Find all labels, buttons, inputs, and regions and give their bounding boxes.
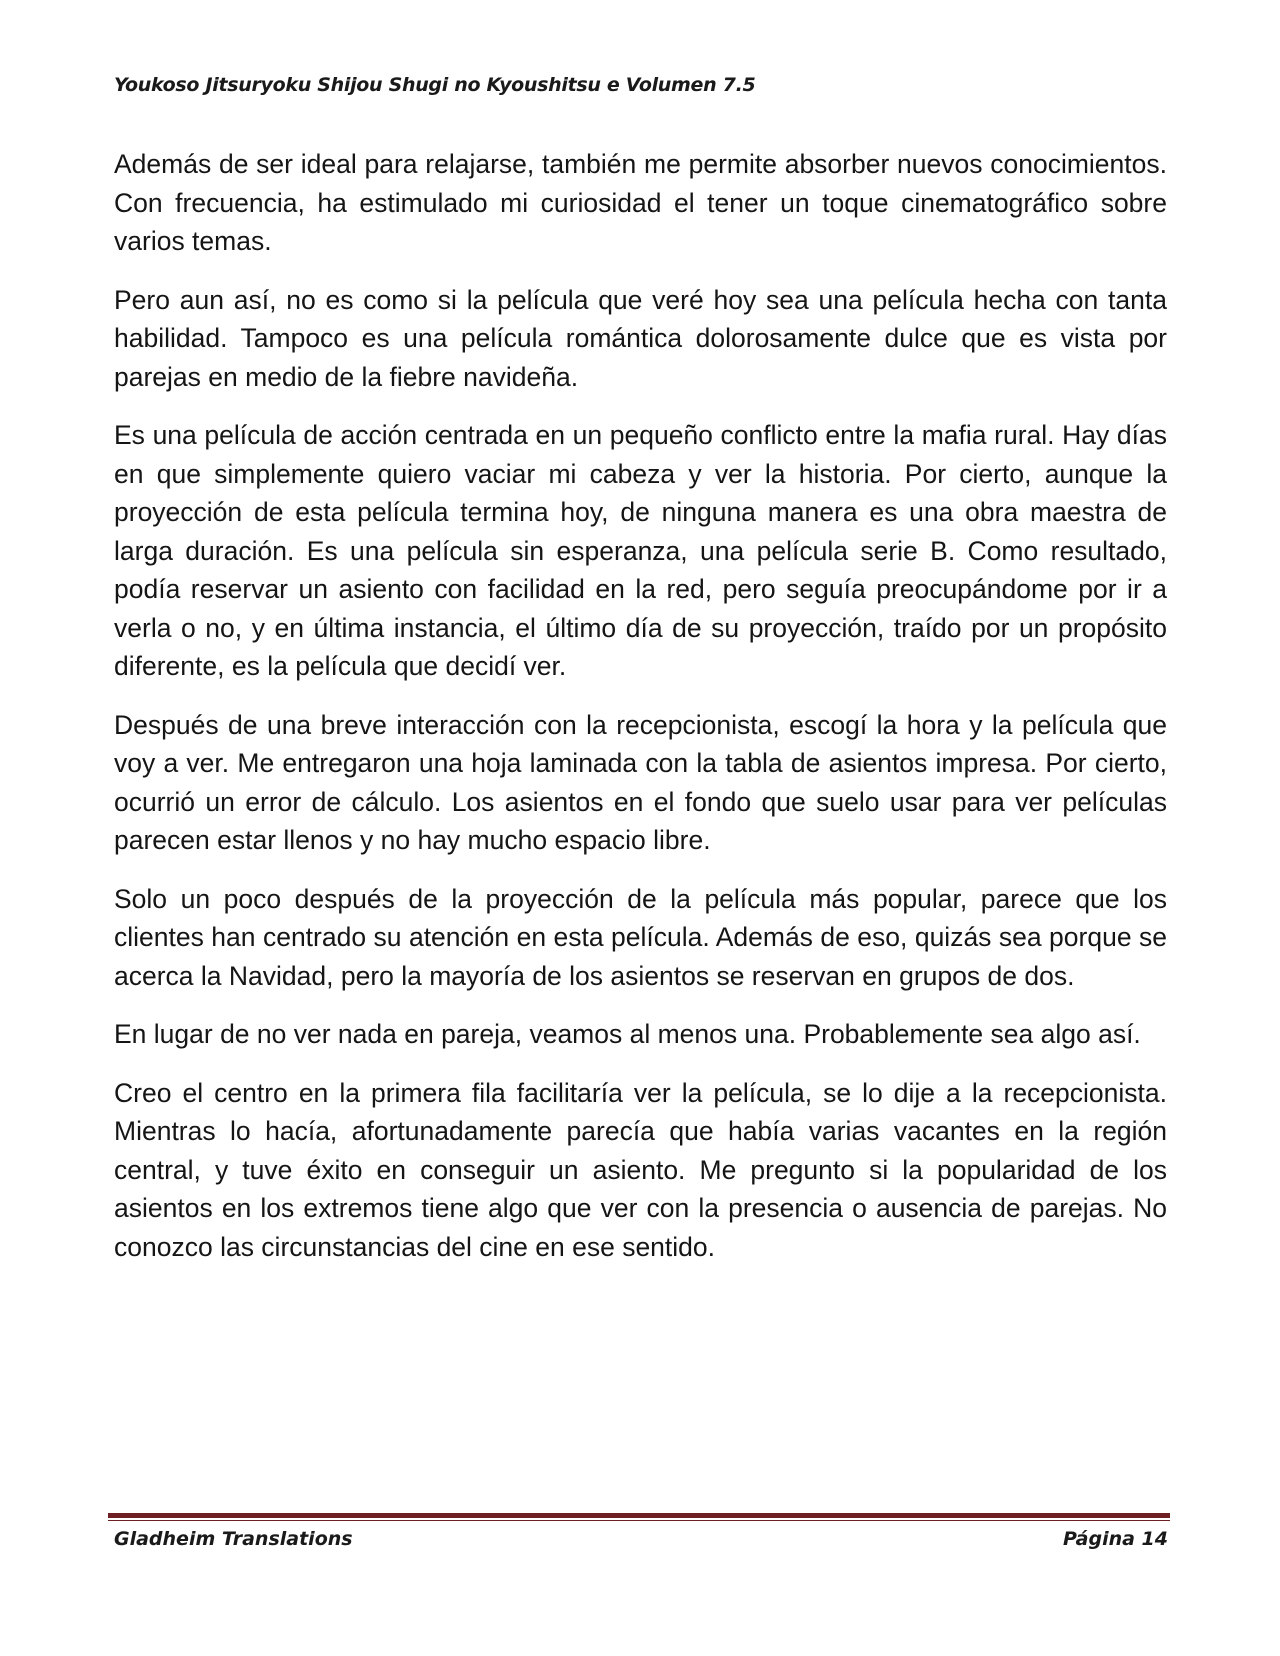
paragraph: Creo el centro en la primera fila facilitaría ver la película, se lo dije a la recepcionista. Mientras lo hacía, afortunadamente parecía que había varias vacantes en la región central, y tuve éxito en conseguir un asiento. Me pregunto si la popularidad de los asientos en los extremos tiene algo que ver con la presencia o ausencia de parejas. No conozco las circunstancias del cine en ese sentido. xyxy=(114,1077,1167,1262)
footer-divider xyxy=(108,1513,1170,1518)
footer-page-number: Página 14 xyxy=(1062,1528,1168,1550)
running-header: Youkoso Jitsuryoku Shijou Shugi no Kyoushitsu e Volumen 7.5 xyxy=(114,74,756,96)
paragraph: En lugar de no ver nada en pareja, veamos al menos una. Probablemente sea algo así. xyxy=(114,1019,1141,1049)
footer-divider-thin xyxy=(108,1520,1170,1521)
paragraph: Es una película de acción centrada en un pequeño conflicto entre la mafia rural. Hay días en que simplemente quiero vaciar mi cabeza y ver la historia. Por cierto, aunque la proyección de esta película termina hoy, de ninguna manera es una obra maestra de larga duración. Es una película sin esperanza, una película serie B. Como resultado, podía reservar un asiento con facilidad en la red, pero seguía preocupándome por ir a verla o no, y en última instancia, el último día de su proyección, traído por un propósito diferente, es la película que decidí ver. xyxy=(114,420,1167,681)
paragraph: Pero aun así, no es como si la película que veré hoy sea una película hecha con tanta habilidad. Tampoco es una película romántica dolorosamente dulce que es vista por parejas en medio de la fiebre navideña. xyxy=(114,284,1167,392)
paragraph: Después de una breve interacción con la recepcionista, escogí la hora y la película que voy a ver. Me entregaron una hoja laminada con la tabla de asientos impresa. Por cierto, ocurrió un error de cálculo. Los asientos en el fondo que suelo usar para ver películas parecen estar llenos y no hay mucho espacio libre. xyxy=(114,709,1167,855)
body-text xyxy=(114,145,1167,1286)
paragraph: Solo un poco después de la proyección de la película más popular, parece que los clientes han centrado su atención en esta película. Además de eso, quizás sea porque se acerca la Navidad, pero la mayoría de los asientos se reservan en grupos de dos. xyxy=(114,883,1167,991)
paragraph: Además de ser ideal para relajarse, también me permite absorber nuevos conocimientos. Con frecuencia, ha estimulado mi curiosidad el tener un toque cinematográfico sobre varios temas. xyxy=(114,149,1167,256)
footer-publisher: Gladheim Translations xyxy=(114,1528,353,1550)
